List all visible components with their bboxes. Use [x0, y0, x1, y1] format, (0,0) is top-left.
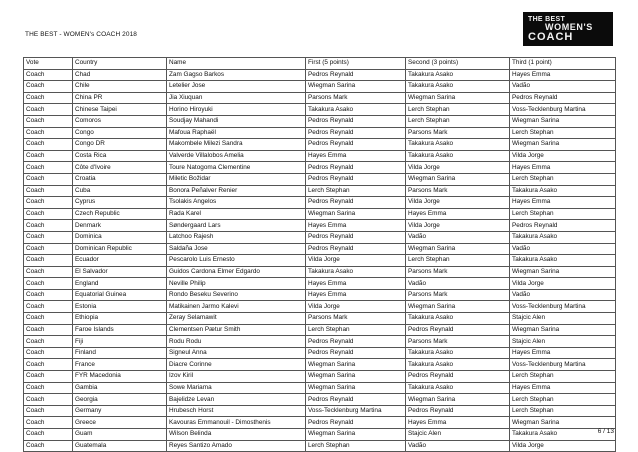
name-cell: Rondo Beseku Severino: [167, 289, 306, 301]
second-cell: Vadão: [406, 440, 510, 452]
second-cell: Wiegman Sarina: [406, 301, 510, 313]
table-row: [24, 324, 616, 336]
country-cell: Czech Republic: [73, 208, 167, 220]
vote-cell: Coach: [24, 173, 73, 185]
name-cell: Horino Hiroyuki: [167, 104, 306, 116]
table-row: [24, 69, 616, 81]
page-number: 6 / 13: [597, 428, 614, 435]
third-cell: Wiegman Sarina: [510, 115, 616, 127]
third-cell: Vilda Jorge: [510, 440, 616, 452]
vote-cell: Coach: [24, 231, 73, 243]
logo-line-2: WOMEN'S: [545, 22, 593, 32]
name-cell: Hrubesch Horst: [167, 405, 306, 417]
document-title: THE BEST - WOMEN's COACH 2018: [25, 31, 138, 38]
name-cell: Rodu Rodu: [167, 336, 306, 348]
third-cell: Lerch Stephan: [510, 405, 616, 417]
name-cell: Mafoua Raphaël: [167, 127, 306, 139]
second-cell: Vadão: [406, 278, 510, 290]
name-cell: Miletic Božidar: [167, 173, 306, 185]
first-cell: Takakura Asako: [306, 266, 406, 278]
vote-cell: Coach: [24, 405, 73, 417]
name-cell: Saldaña Jose: [167, 243, 306, 255]
vote-cell: Coach: [24, 278, 73, 290]
table-body: [24, 69, 616, 452]
third-cell: Lerch Stephan: [510, 208, 616, 220]
second-cell: Wiegman Sarina: [406, 243, 510, 255]
third-cell: Lerch Stephan: [510, 394, 616, 406]
country-cell: Chad: [73, 69, 167, 81]
second-cell: Lerch Stephan: [406, 104, 510, 116]
second-cell: Wiegman Sarina: [406, 92, 510, 104]
third-cell: Hayes Emma: [510, 69, 616, 81]
vote-cell: Coach: [24, 92, 73, 104]
first-cell: Vilda Jorge: [306, 255, 406, 267]
name-cell: Clementsen Pætur Smith: [167, 324, 306, 336]
vote-cell: Coach: [24, 347, 73, 359]
name-cell: Sowe Mariama: [167, 382, 306, 394]
table-row: [24, 440, 616, 452]
third-cell: Wiegman Sarina: [510, 266, 616, 278]
header-vote: Vote: [24, 58, 73, 70]
third-cell: Stajcic Alen: [510, 336, 616, 348]
vote-cell: Coach: [24, 150, 73, 162]
table-row: [24, 266, 616, 278]
second-cell: Vilda Jorge: [406, 220, 510, 232]
vote-cell: Coach: [24, 185, 73, 197]
country-cell: Estonia: [73, 301, 167, 313]
table-row: [24, 336, 616, 348]
first-cell: Pedros Reynald: [306, 197, 406, 209]
header-second: Second (3 points): [406, 58, 510, 70]
name-cell: Wilson Belinda: [167, 429, 306, 441]
country-cell: Chinese Taipei: [73, 104, 167, 116]
table-row: [24, 139, 616, 151]
logo-line-1: THE BEST: [528, 16, 566, 23]
first-cell: Wiegman Sarina: [306, 371, 406, 383]
country-cell: Dominica: [73, 231, 167, 243]
country-cell: Côte d'Ivoire: [73, 162, 167, 174]
vote-cell: Coach: [24, 313, 73, 325]
country-cell: Greece: [73, 417, 167, 429]
country-cell: Guam: [73, 429, 167, 441]
vote-cell: Coach: [24, 324, 73, 336]
country-cell: Gambia: [73, 382, 167, 394]
first-cell: Pedros Reynald: [306, 69, 406, 81]
third-cell: Takakura Asako: [510, 185, 616, 197]
vote-cell: Coach: [24, 382, 73, 394]
first-cell: Pedros Reynald: [306, 394, 406, 406]
second-cell: Pedros Reynald: [406, 405, 510, 417]
table-row: [24, 127, 616, 139]
third-cell: Takakura Asako: [510, 255, 616, 267]
vote-cell: Coach: [24, 197, 73, 209]
table-row: [24, 289, 616, 301]
table-row: [24, 278, 616, 290]
name-cell: Rada Karel: [167, 208, 306, 220]
table-row: [24, 81, 616, 93]
second-cell: Lerch Stephan: [406, 115, 510, 127]
first-cell: Wiegman Sarina: [306, 429, 406, 441]
third-cell: Vadão: [510, 81, 616, 93]
vote-cell: Coach: [24, 371, 73, 383]
vote-cell: Coach: [24, 301, 73, 313]
third-cell: Wiegman Sarina: [510, 417, 616, 429]
third-cell: Voss-Tecklenburg Martina: [510, 301, 616, 313]
first-cell: Voss-Tecklenburg Martina: [306, 405, 406, 417]
table-row: [24, 185, 616, 197]
first-cell: Lerch Stephan: [306, 324, 406, 336]
second-cell: Parsons Mark: [406, 127, 510, 139]
name-cell: Zam Gagso Barkos: [167, 69, 306, 81]
table-row: [24, 150, 616, 162]
first-cell: Pedros Reynald: [306, 347, 406, 359]
second-cell: Stajcic Alen: [406, 429, 510, 441]
second-cell: Takakura Asako: [406, 313, 510, 325]
second-cell: Wiegman Sarina: [406, 173, 510, 185]
the-best-womens-coach-logo: [523, 12, 613, 46]
second-cell: Pedros Reynald: [406, 371, 510, 383]
first-cell: Pedros Reynald: [306, 173, 406, 185]
name-cell: Tsolakis Angelos: [167, 197, 306, 209]
table-row: [24, 104, 616, 116]
country-cell: Congo: [73, 127, 167, 139]
country-cell: Croatia: [73, 173, 167, 185]
second-cell: Vilda Jorge: [406, 197, 510, 209]
vote-cell: Coach: [24, 208, 73, 220]
vote-cell: Coach: [24, 289, 73, 301]
name-cell: Guidos Cardona Elmer Edgardo: [167, 266, 306, 278]
country-cell: Georgia: [73, 394, 167, 406]
name-cell: Jia Xiuquan: [167, 92, 306, 104]
vote-cell: Coach: [24, 440, 73, 452]
name-cell: Valverde Villalobos Amelia: [167, 150, 306, 162]
country-cell: FYR Macedonia: [73, 371, 167, 383]
name-cell: Søndergaard Lars: [167, 220, 306, 232]
country-cell: Dominican Republic: [73, 243, 167, 255]
first-cell: Hayes Emma: [306, 278, 406, 290]
first-cell: Wiegman Sarina: [306, 81, 406, 93]
name-cell: Kavouras Emmanouil - Dimosthenis: [167, 417, 306, 429]
third-cell: Wiegman Sarina: [510, 139, 616, 151]
country-cell: Ethiopia: [73, 313, 167, 325]
country-cell: Finland: [73, 347, 167, 359]
name-cell: Latchoo Rajesh: [167, 231, 306, 243]
country-cell: Guatemala: [73, 440, 167, 452]
vote-cell: Coach: [24, 220, 73, 232]
second-cell: Takakura Asako: [406, 69, 510, 81]
vote-cell: Coach: [24, 69, 73, 81]
table-row: [24, 92, 616, 104]
country-cell: Chile: [73, 81, 167, 93]
table-row: [24, 208, 616, 220]
first-cell: Lerch Stephan: [306, 440, 406, 452]
country-cell: Costa Rica: [73, 150, 167, 162]
country-cell: Congo DR: [73, 139, 167, 151]
vote-cell: Coach: [24, 115, 73, 127]
name-cell: Matikainen Jarmo Kalevi: [167, 301, 306, 313]
name-cell: Bajelidze Levan: [167, 394, 306, 406]
second-cell: Hayes Emma: [406, 208, 510, 220]
third-cell: Pedros Reynald: [510, 220, 616, 232]
table-row: [24, 382, 616, 394]
third-cell: Takakura Asako: [510, 429, 616, 441]
second-cell: Vadão: [406, 231, 510, 243]
vote-cell: Coach: [24, 429, 73, 441]
third-cell: Lerch Stephan: [510, 371, 616, 383]
third-cell: Takakura Asako: [510, 231, 616, 243]
second-cell: Parsons Mark: [406, 266, 510, 278]
first-cell: Pedros Reynald: [306, 127, 406, 139]
first-cell: Lerch Stephan: [306, 185, 406, 197]
third-cell: Lerch Stephan: [510, 173, 616, 185]
table-row: [24, 220, 616, 232]
second-cell: Wiegman Sarina: [406, 394, 510, 406]
third-cell: Hayes Emma: [510, 162, 616, 174]
vote-cell: Coach: [24, 127, 73, 139]
name-cell: Soudjay Mahandi: [167, 115, 306, 127]
table-row: [24, 301, 616, 313]
second-cell: Takakura Asako: [406, 81, 510, 93]
first-cell: Pedros Reynald: [306, 139, 406, 151]
second-cell: Parsons Mark: [406, 289, 510, 301]
table-row: [24, 173, 616, 185]
table-row: [24, 371, 616, 383]
table-row: [24, 313, 616, 325]
third-cell: Hayes Emma: [510, 347, 616, 359]
name-cell: Signeul Anna: [167, 347, 306, 359]
first-cell: Wiegman Sarina: [306, 382, 406, 394]
country-cell: Cuba: [73, 185, 167, 197]
second-cell: Takakura Asako: [406, 347, 510, 359]
third-cell: Vadão: [510, 243, 616, 255]
third-cell: Pedros Reynald: [510, 92, 616, 104]
vote-cell: Coach: [24, 255, 73, 267]
first-cell: Pedros Reynald: [306, 115, 406, 127]
vote-cell: Coach: [24, 336, 73, 348]
name-cell: Makombele Milezi Sandra: [167, 139, 306, 151]
third-cell: Voss-Tecklenburg Martina: [510, 104, 616, 116]
name-cell: Zeray Selamawit: [167, 313, 306, 325]
header-third: Third (1 point): [510, 58, 616, 70]
country-cell: France: [73, 359, 167, 371]
third-cell: Vilda Jorge: [510, 150, 616, 162]
table-header-row: [24, 58, 616, 70]
name-cell: Toure Natogoma Clementine: [167, 162, 306, 174]
first-cell: Hayes Emma: [306, 150, 406, 162]
first-cell: Pedros Reynald: [306, 417, 406, 429]
table-row: [24, 115, 616, 127]
country-cell: China PR: [73, 92, 167, 104]
table-row: [24, 417, 616, 429]
vote-cell: Coach: [24, 104, 73, 116]
second-cell: Vilda Jorge: [406, 162, 510, 174]
first-cell: Wiegman Sarina: [306, 359, 406, 371]
country-cell: Cyprus: [73, 197, 167, 209]
table-row: [24, 255, 616, 267]
second-cell: Takakura Asako: [406, 139, 510, 151]
country-cell: Equatorial Guinea: [73, 289, 167, 301]
first-cell: Hayes Emma: [306, 220, 406, 232]
second-cell: Lerch Stephan: [406, 255, 510, 267]
second-cell: Takakura Asako: [406, 382, 510, 394]
first-cell: Pedros Reynald: [306, 231, 406, 243]
second-cell: Parsons Mark: [406, 336, 510, 348]
table-row: [24, 429, 616, 441]
name-cell: Bonora Peñalver Renier: [167, 185, 306, 197]
third-cell: Lerch Stephan: [510, 127, 616, 139]
vote-cell: Coach: [24, 394, 73, 406]
first-cell: Takakura Asako: [306, 104, 406, 116]
table-row: [24, 231, 616, 243]
third-cell: Vadão: [510, 289, 616, 301]
country-cell: Comoros: [73, 115, 167, 127]
second-cell: Takakura Asako: [406, 150, 510, 162]
votes-table: [23, 57, 616, 452]
first-cell: Pedros Reynald: [306, 162, 406, 174]
table-row: [24, 197, 616, 209]
second-cell: Hayes Emma: [406, 417, 510, 429]
third-cell: Hayes Emma: [510, 197, 616, 209]
third-cell: Voss-Tecklenburg Martina: [510, 359, 616, 371]
first-cell: Vilda Jorge: [306, 301, 406, 313]
second-cell: Takakura Asako: [406, 359, 510, 371]
country-cell: Denmark: [73, 220, 167, 232]
vote-cell: Coach: [24, 81, 73, 93]
first-cell: Wiegman Sarina: [306, 208, 406, 220]
vote-cell: Coach: [24, 139, 73, 151]
country-cell: El Salvador: [73, 266, 167, 278]
third-cell: Stajcic Alen: [510, 313, 616, 325]
country-cell: Ecuador: [73, 255, 167, 267]
country-cell: England: [73, 278, 167, 290]
third-cell: Vilda Jorge: [510, 278, 616, 290]
name-cell: Neville Philip: [167, 278, 306, 290]
table-row: [24, 162, 616, 174]
header-country: Country: [73, 58, 167, 70]
table-row: [24, 405, 616, 417]
name-cell: Letelier Jose: [167, 81, 306, 93]
second-cell: Pedros Reynald: [406, 324, 510, 336]
table-row: [24, 359, 616, 371]
table-row: [24, 347, 616, 359]
name-cell: Izov Kiril: [167, 371, 306, 383]
first-cell: Parsons Mark: [306, 313, 406, 325]
header-first: First (5 points): [306, 58, 406, 70]
header-name: Name: [167, 58, 306, 70]
first-cell: Pedros Reynald: [306, 336, 406, 348]
name-cell: Pescarolo Luis Ernesto: [167, 255, 306, 267]
vote-cell: Coach: [24, 243, 73, 255]
vote-cell: Coach: [24, 359, 73, 371]
third-cell: Wiegman Sarina: [510, 324, 616, 336]
country-cell: Germany: [73, 405, 167, 417]
logo-line-3: COACH: [528, 31, 574, 43]
table-row: [24, 394, 616, 406]
name-cell: Reyes Santizo Amado: [167, 440, 306, 452]
first-cell: Parsons Mark: [306, 92, 406, 104]
second-cell: Parsons Mark: [406, 185, 510, 197]
table-row: [24, 243, 616, 255]
country-cell: Fiji: [73, 336, 167, 348]
name-cell: Diacre Corinne: [167, 359, 306, 371]
first-cell: Pedros Reynald: [306, 243, 406, 255]
third-cell: Hayes Emma: [510, 382, 616, 394]
country-cell: Faroe Islands: [73, 324, 167, 336]
vote-cell: Coach: [24, 162, 73, 174]
vote-cell: Coach: [24, 266, 73, 278]
first-cell: Hayes Emma: [306, 289, 406, 301]
vote-cell: Coach: [24, 417, 73, 429]
